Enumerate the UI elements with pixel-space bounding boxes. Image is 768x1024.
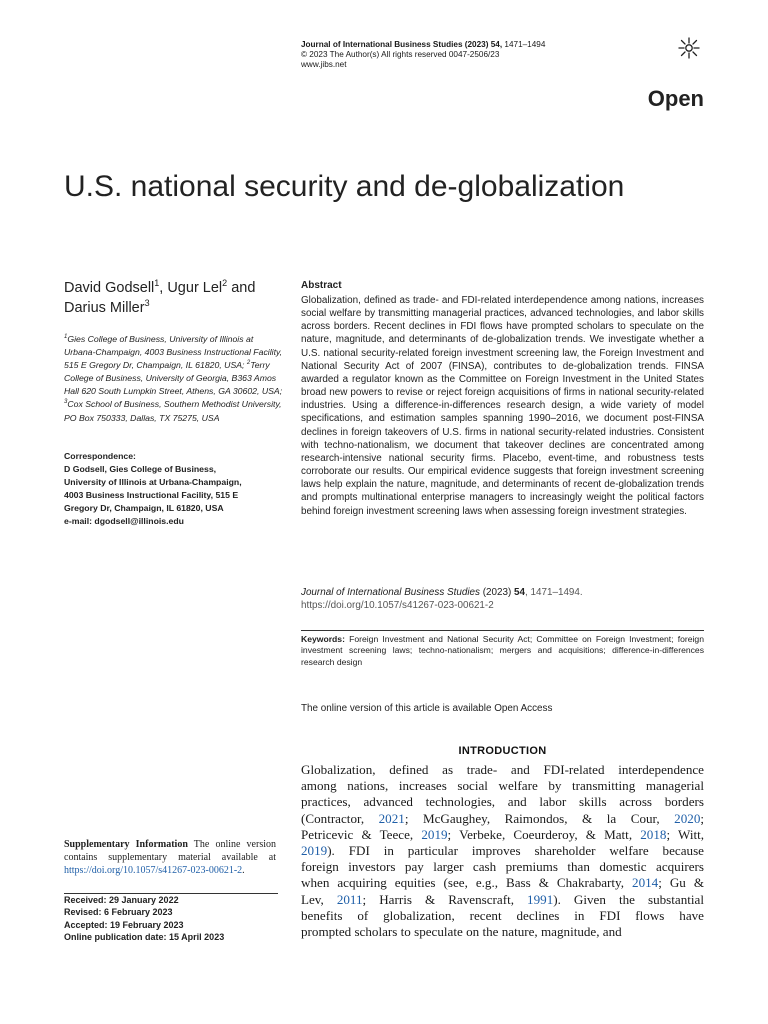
abstract-heading: Abstract	[301, 280, 342, 291]
keywords-label: Keywords:	[301, 634, 345, 644]
introduction-line	[301, 778, 704, 794]
introduction-text: (Contractor,	[301, 810, 379, 826]
correspondence-block	[64, 450, 286, 529]
journal-name: Journal of International Business Studies (2023)	[301, 40, 489, 49]
citation-doi-link[interactable]: https://doi.org/10.1057/s41267-023-00621-2	[301, 600, 494, 612]
affiliation-text: Gies College of Business, University of Illinois at Urbana-Champaign, 4003 Business Instructional Facility, 515 E Gregory Dr, Champaign, IL 61820, USA;	[64, 334, 283, 371]
affiliation-text: Cox School of Business, Southern Methodist University, PO Box 750333, Dallas, TX 75275, USA	[64, 399, 282, 423]
open-access-label: Open	[647, 86, 704, 111]
introduction-line	[301, 827, 704, 843]
introduction-line	[301, 924, 704, 940]
author-name: Darius Miller	[64, 300, 145, 316]
correspondence-line: Gregory Dr, Champaign, IL 61820, USA	[64, 503, 224, 514]
citation-volume: 54	[514, 587, 525, 598]
article-title: U.S. national security and de-globalization	[64, 170, 625, 203]
author-list	[64, 278, 286, 318]
date-revised: Revised: 6 February 2023	[64, 907, 173, 918]
citation-year-link[interactable]: 2019	[301, 843, 328, 859]
introduction-text: among nations, increases social welfare by transmitting managerial	[301, 778, 704, 794]
introduction-text: ; McGaughey, Raimondos, & la Cour,	[404, 810, 675, 826]
copyright-line: © 2023 The Author(s) All rights reserved 0047-2506/23	[301, 50, 500, 59]
abstract-citation	[301, 586, 704, 612]
citation-journal: Journal of International Business Studies	[301, 587, 480, 598]
introduction-text: ). FDI in particular improves shareholder welfare because	[327, 843, 704, 859]
introduction-line	[301, 908, 704, 924]
citation-year-link[interactable]: 2018	[640, 826, 667, 842]
introduction-text: Lev,	[301, 891, 337, 907]
introduction-line	[301, 811, 704, 827]
publication-dates	[64, 894, 286, 944]
affiliations	[64, 333, 286, 425]
correspondence-line: University of Illinois at Urbana-Champaign,	[64, 477, 242, 488]
author-superscript: 1	[154, 278, 160, 289]
date-received: Received: 29 January 2022	[64, 895, 179, 905]
journal-url: www.jibs.net	[301, 60, 347, 69]
author-superscript: 3	[144, 298, 150, 309]
keywords-divider	[301, 630, 704, 631]
introduction-line	[301, 762, 704, 778]
citation-year-link[interactable]: 1991	[527, 891, 554, 907]
introduction-line	[301, 892, 704, 908]
author-name: , Ugur Lel	[159, 280, 223, 296]
author-superscript: 2	[222, 278, 228, 289]
journal-pages: 1471–1494	[504, 40, 546, 49]
introduction-heading: INTRODUCTION	[458, 745, 547, 757]
introduction-text: ; Harris & Ravenscraft,	[362, 891, 528, 907]
abstract-text: Globalization, defined as trade- and FDI-related interdependence among nations, increases social welfare by transmitting managerial practices, advanced technologies, and labor skills across borders. Recent declines in FDI flows have prompted scholars to speculate on the nature, magnitude, and determinants of de-globalization trends. We investigate whether a U.S. national security-related foreign investment screening law, the Foreign Investment and National Security Act of 2007 (FINSA), contributes to de-globalization trends. FINSA awarded a regulator known as the Committee on Foreign Investment in the United States broad new powers to revise or reject foreign acquisitions of firms in national security-related industries. Using a difference-in-differences research design, a wide variety of model specifications, and estimation samples spanning 1990–2016, we document post-FINSA declines in foreign takeovers of U.S. firms in national security-related industries. Consistent with techno-nationalism, we document that takeover declines are concentrated among research-intensive national security firms. Placebo, event-time, and robustness tests corroborate our results. Our empirical evidence suggests that foreign investment screening laws help explain the nature, magnitude, and determinants of recent de-globalization trends and prompts multinational enterprise managers to increasingly weight the political factors behind foreign investment screening laws when assessing foreign investment strategies.	[301, 295, 704, 517]
introduction-text: prompted scholars to speculate on the nature, magnitude, and	[301, 924, 622, 940]
journal-volume: 54,	[490, 40, 503, 49]
citation-year-link[interactable]: 2020	[674, 810, 701, 826]
citation-year: (2023)	[479, 587, 515, 598]
citation-year-link[interactable]: 2014	[632, 875, 659, 891]
supplementary-info	[64, 838, 276, 877]
correspondence-email[interactable]: e-mail: dgodsell@illinois.edu	[64, 516, 184, 527]
introduction-line	[301, 875, 704, 891]
citation-year-link[interactable]: 2019	[421, 826, 448, 842]
introduction-text: Petricevic & Teece,	[301, 826, 422, 842]
introduction-body	[301, 762, 704, 940]
introduction-text: ; Gu &	[658, 875, 705, 891]
correspondence-line: 4003 Business Instructional Facility, 515 E	[64, 490, 239, 501]
date-online: Online publication date: 15 April 2023	[64, 932, 225, 943]
citation-year-link[interactable]: 2011	[336, 891, 363, 907]
publisher-logo-icon	[678, 37, 700, 59]
affiliation-marker: 2	[246, 360, 251, 367]
introduction-text: ;	[700, 810, 704, 826]
introduction-text: when acquiring equities (see, e.g., Bass & Chakrabarty,	[301, 875, 633, 891]
introduction-text: foreign investors pay larger cash premiums than domestic acquirers	[301, 859, 704, 875]
date-accepted: Accepted: 19 February 2023	[64, 919, 184, 930]
citation-year-link[interactable]: 2021	[378, 810, 405, 826]
author-name: David Godsell	[64, 280, 155, 296]
keywords-block	[301, 634, 704, 668]
keywords-text: Foreign Investment and National Security Act; Committee on Foreign Investment; foreign investment screening laws; techno-nationalism; mergers and acquisitions; difference-in-differences research design	[301, 634, 704, 667]
introduction-text: ; Verbeke, Coeurderoy, & Matt,	[447, 826, 641, 842]
affiliation-marker: 3	[64, 399, 68, 406]
supplementary-label: Supplementary Information	[64, 839, 188, 850]
introduction-text: Globalization, defined as trade- and FDI-related interdependence	[301, 762, 704, 777]
introduction-text: ; Witt,	[666, 826, 705, 842]
affiliation-marker: 1	[64, 334, 68, 341]
correspondence-line: D Godsell, Gies College of Business,	[64, 464, 217, 475]
supplementary-text: The online version contains supplementary material available at	[64, 839, 276, 864]
introduction-line	[301, 794, 704, 810]
correspondence-label: Correspondence:	[64, 451, 136, 461]
affiliation-text: Terry College of Business, University of Georgia, B363 Amos Hall 620 South Lumpkin Street, Athens, GA 30602, USA;	[64, 360, 283, 397]
journal-header	[301, 40, 545, 70]
introduction-line	[301, 859, 704, 875]
introduction-line	[301, 843, 704, 859]
introduction-text: practices, advanced technologies, and labor skills across borders	[301, 794, 704, 810]
supplementary-end: .	[242, 865, 245, 877]
open-access-note: The online version of this article is available Open Access	[301, 703, 553, 714]
supplementary-link[interactable]: https://doi.org/10.1057/s41267-023-00621-2	[64, 865, 243, 877]
introduction-text: ). Given the substantial	[553, 891, 704, 907]
author-separator: and	[227, 280, 256, 296]
citation-pages: , 1471–1494.	[525, 587, 583, 598]
introduction-text: benefits of globalization, recent declines in FDI flows have	[301, 907, 704, 923]
